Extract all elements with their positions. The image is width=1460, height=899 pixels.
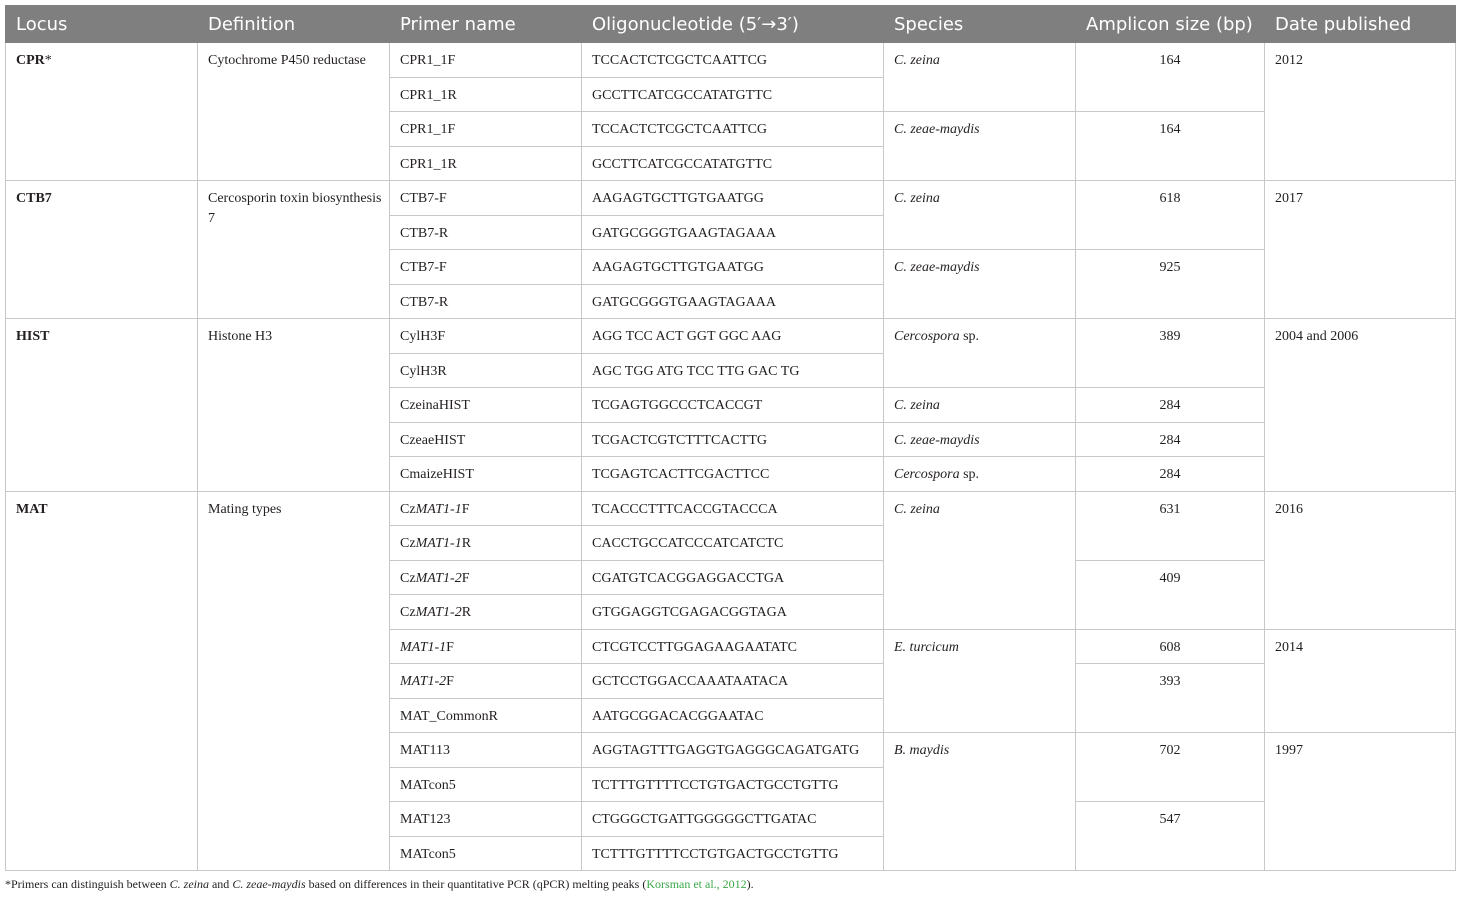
table-row — [6, 43, 1456, 78]
amplicon-cell: 547 — [1076, 802, 1265, 871]
table-header-row — [6, 6, 1456, 43]
amplicon-cell: 702 — [1076, 733, 1265, 802]
primer-name-cell: CTB7-F — [390, 181, 582, 216]
amplicon-cell: 164 — [1076, 43, 1265, 112]
primer-name-cell: MATcon5 — [390, 836, 582, 871]
primer-name-cell: CPR1_1R — [390, 146, 582, 181]
primer-name-cell: MAT123 — [390, 802, 582, 837]
species-cell: B. maydis — [884, 733, 1076, 871]
date-cell: 2004 and 2006 — [1265, 319, 1456, 492]
primer-name-cell: MAT1-1F — [390, 629, 582, 664]
primer-name-cell: CzMAT1-1F — [390, 491, 582, 526]
date-cell: 2014 — [1265, 629, 1456, 733]
primer-name-cell: CTB7-R — [390, 215, 582, 250]
species-cell: C. zeae-maydis — [884, 112, 1076, 181]
definition-cell: Histone H3 — [198, 319, 390, 492]
oligo-cell: TCGAGTGGCCCTCACCGT — [582, 388, 884, 423]
oligo-cell: TCCACTCTCGCTCAATTCG — [582, 112, 884, 147]
oligo-cell: GTGGAGGTCGAGACGGTAGA — [582, 595, 884, 630]
amplicon-cell: 284 — [1076, 457, 1265, 492]
locus-cell: HIST — [6, 319, 198, 492]
primer-name-cell: CPR1_1R — [390, 77, 582, 112]
species-cell: C. zeina — [884, 491, 1076, 629]
date-cell: 1997 — [1265, 733, 1456, 871]
oligo-cell: AGC TGG ATG TCC TTG GAC TG — [582, 353, 884, 388]
oligo-cell: CTCGTCCTTGGAGAAGAATATC — [582, 629, 884, 664]
primer-name-cell: CmaizeHIST — [390, 457, 582, 492]
oligo-cell: AGGTAGTTTGAGGTGAGGGCAGATGATG — [582, 733, 884, 768]
oligo-cell: TCCACTCTCGCTCAATTCG — [582, 43, 884, 78]
definition-cell: Cercosporin toxin biosynthesis 7 — [198, 181, 390, 319]
header-species: Species — [884, 6, 1076, 43]
oligo-cell: CTGGGCTGATTGGGGGCTTGATAC — [582, 802, 884, 837]
primer-name-cell: CPR1_1F — [390, 112, 582, 147]
primer-name-cell: CzeinaHIST — [390, 388, 582, 423]
species-cell: C. zeina — [884, 181, 1076, 250]
amplicon-cell: 618 — [1076, 181, 1265, 250]
primer-name-cell: CylH3F — [390, 319, 582, 354]
species-cell: Cercospora sp. — [884, 319, 1076, 388]
header-amplicon-size: Amplicon size (bp) — [1076, 6, 1265, 43]
amplicon-cell: 409 — [1076, 560, 1265, 629]
oligo-cell: GCTCCTGGACCAAATAATACA — [582, 664, 884, 699]
header-oligonucleotide: Oligonucleotide (5′→3′) — [582, 6, 884, 43]
oligo-cell: CACCTGCCATCCCATCATCTC — [582, 526, 884, 561]
oligo-cell: AGG TCC ACT GGT GGC AAG — [582, 319, 884, 354]
date-cell: 2017 — [1265, 181, 1456, 319]
primer-name-cell: CzMAT1-1R — [390, 526, 582, 561]
locus-cell: CTB7 — [6, 181, 198, 319]
header-date-published: Date published — [1265, 6, 1456, 43]
species-cell: C. zeina — [884, 43, 1076, 112]
primer-name-cell: MATcon5 — [390, 767, 582, 802]
oligo-cell: GATGCGGGTGAAGTAGAAA — [582, 215, 884, 250]
amplicon-cell: 393 — [1076, 664, 1265, 733]
oligo-cell: TCACCCTTTCACCGTACCCA — [582, 491, 884, 526]
species-cell: C. zeina — [884, 388, 1076, 423]
definition-cell: Mating types — [198, 491, 390, 871]
oligo-cell: GCCTTCATCGCCATATGTTC — [582, 146, 884, 181]
amplicon-cell: 925 — [1076, 250, 1265, 319]
primer-name-cell: CylH3R — [390, 353, 582, 388]
oligo-cell: GATGCGGGTGAAGTAGAAA — [582, 284, 884, 319]
oligo-cell: CGATGTCACGGAGGACCTGA — [582, 560, 884, 595]
amplicon-cell: 389 — [1076, 319, 1265, 388]
primer-name-cell: CTB7-R — [390, 284, 582, 319]
oligo-cell: TCGAGTCACTTCGACTTCC — [582, 457, 884, 492]
oligo-cell: TCGACTCGTCTTTCACTTG — [582, 422, 884, 457]
primer-table-container — [5, 5, 1455, 871]
definition-cell: Cytochrome P450 reductase — [198, 43, 390, 181]
table-footnote: *Primers can distinguish between C. zeina and C. zeae-maydis based on differences in their quantitative PCR (qPCR) melting peaks (Korsman et al., 2012). — [5, 877, 754, 891]
date-cell: 2016 — [1265, 491, 1456, 629]
table-row — [6, 491, 1456, 526]
oligo-cell: AATGCGGACACGGAATAC — [582, 698, 884, 733]
amplicon-cell: 284 — [1076, 422, 1265, 457]
locus-cell: MAT — [6, 491, 198, 871]
primer-name-cell: CTB7-F — [390, 250, 582, 285]
amplicon-cell: 608 — [1076, 629, 1265, 664]
date-cell: 2012 — [1265, 43, 1456, 181]
oligo-cell: GCCTTCATCGCCATATGTTC — [582, 77, 884, 112]
oligo-cell: AAGAGTGCTTGTGAATGG — [582, 181, 884, 216]
citation-link[interactable]: Korsman et al., 2012 — [646, 877, 747, 891]
primer-name-cell: CzMAT1-2R — [390, 595, 582, 630]
species-cell: E. turcicum — [884, 629, 1076, 733]
amplicon-cell: 284 — [1076, 388, 1265, 423]
species-cell: Cercospora sp. — [884, 457, 1076, 492]
primer-name-cell: MAT113 — [390, 733, 582, 768]
primer-table — [5, 5, 1456, 871]
oligo-cell: TCTTTGTTTTCCTGTGACTGCCTGTTG — [582, 836, 884, 871]
species-cell: C. zeae-maydis — [884, 422, 1076, 457]
primer-name-cell: CzeaeHIST — [390, 422, 582, 457]
species-cell: C. zeae-maydis — [884, 250, 1076, 319]
primer-name-cell: MAT_CommonR — [390, 698, 582, 733]
amplicon-cell: 164 — [1076, 112, 1265, 181]
header-locus: Locus — [6, 6, 198, 43]
header-primer-name: Primer name — [390, 6, 582, 43]
primer-name-cell: CzMAT1-2F — [390, 560, 582, 595]
primer-name-cell: MAT1-2F — [390, 664, 582, 699]
header-definition: Definition — [198, 6, 390, 43]
locus-cell: CPR* — [6, 43, 198, 181]
primer-name-cell: CPR1_1F — [390, 43, 582, 78]
table-row — [6, 181, 1456, 216]
amplicon-cell: 631 — [1076, 491, 1265, 560]
oligo-cell: AAGAGTGCTTGTGAATGG — [582, 250, 884, 285]
oligo-cell: TCTTTGTTTTCCTGTGACTGCCTGTTG — [582, 767, 884, 802]
table-row — [6, 319, 1456, 354]
